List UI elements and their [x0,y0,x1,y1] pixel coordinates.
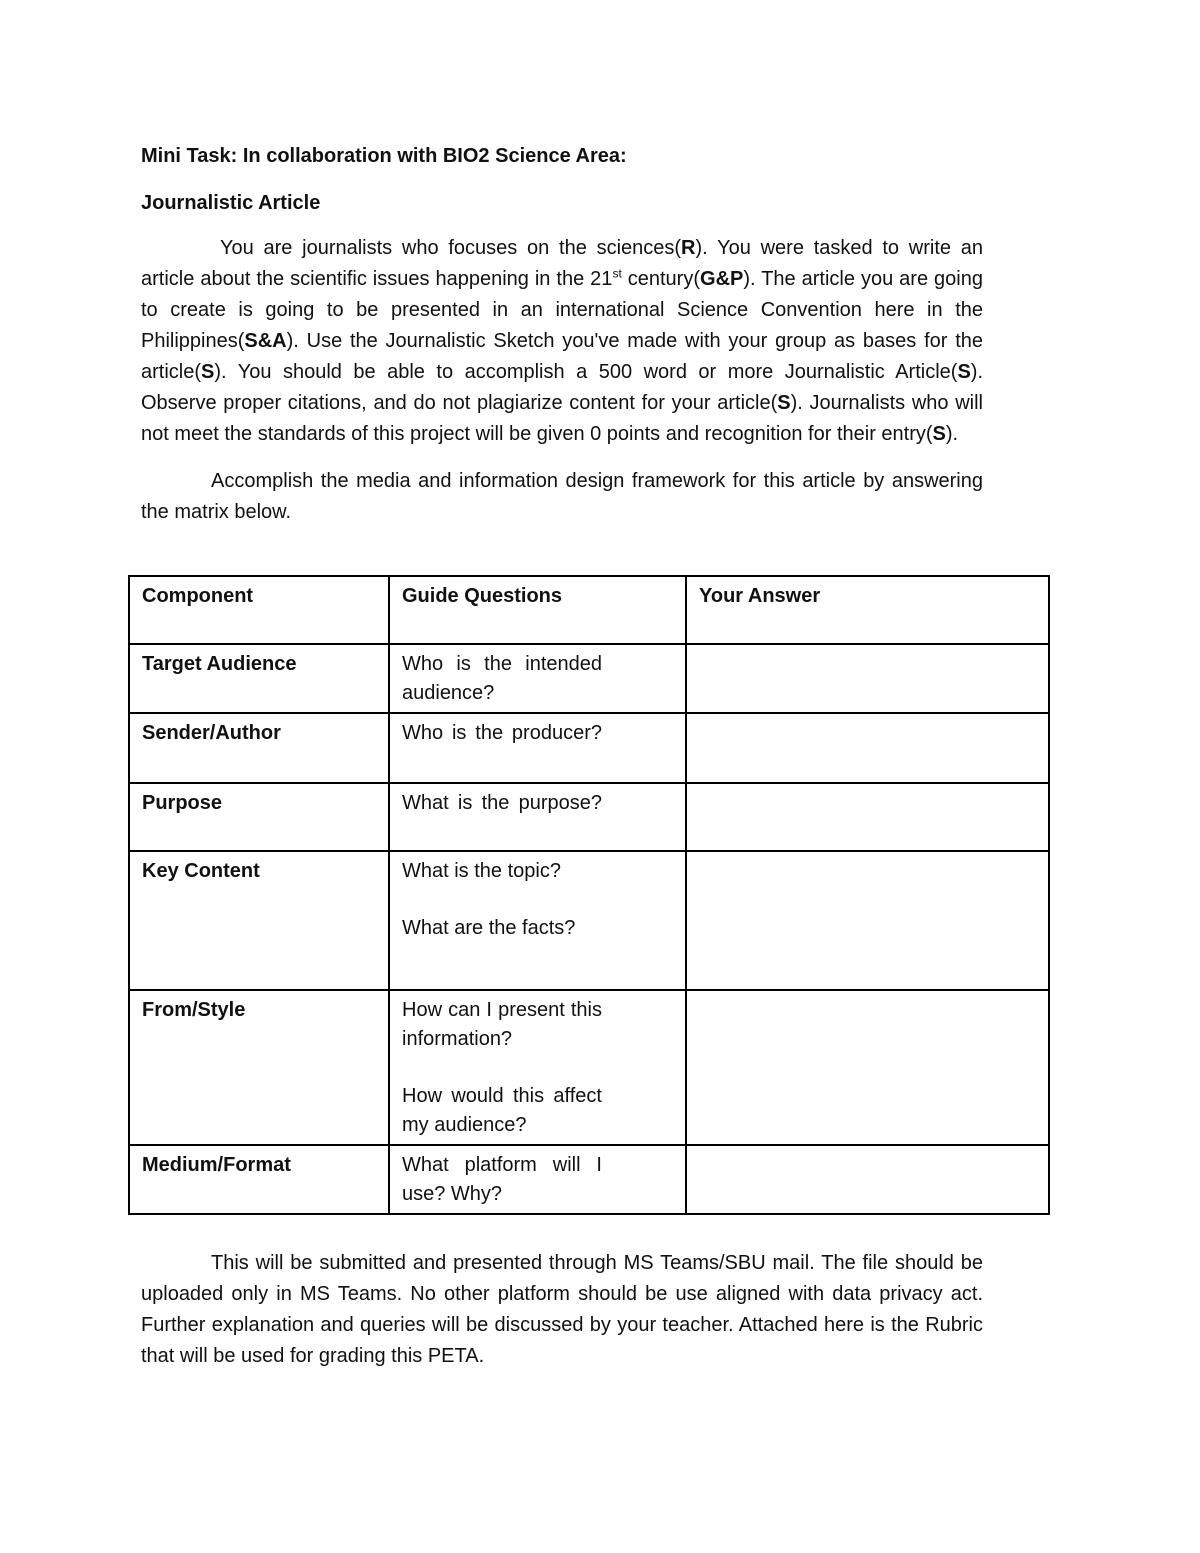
component-cell: Purpose [129,783,389,851]
guide-question-cell [389,1145,686,1214]
guide-question: What is the topic? [402,860,561,882]
answer-cell[interactable] [686,990,1049,1145]
ordinal-suffix: st [612,266,622,281]
answer-cell[interactable] [686,851,1049,990]
component-cell: Target Audience [129,644,389,713]
task-description: You are journalists who focuses on the sciences(R). You were tasked to write an article about the scientific issues happening in the 21st century(G&P). The article you are going to create is going to be presented in an international Science Convention here in the Philippines(S&A). Use the Journalistic Sketch you've made with your group as bases for the article(S). You should be able to accomplish a 500 word or more Journalistic Article(S). Observe proper citations, and do not plagiarize content for your article(S). Journalists who will not meet the standards of this project will be given 0 points and recognition for their entry(S). [141,237,983,445]
guide-question: How can I present this information? [402,999,602,1050]
guide-question: What platform will I use? Why? [402,1154,602,1205]
answer-cell[interactable] [686,713,1049,783]
guide-question: Who is the intended audience? [402,653,602,704]
code-s: S [201,361,215,383]
code-sa: S&A [244,330,287,352]
component-cell: Medium/Format [129,1145,389,1214]
table-row [129,783,1049,851]
table-row [129,1145,1049,1214]
guide-question: How would this affect my audience? [402,1085,602,1136]
table-row [129,990,1049,1145]
closing-paragraph: This will be submitted and presented through MS Teams/SBU mail. The file should be uploaded only in MS Teams. No other platform should be use aligned with data privacy act. Further explanation and queries will be discussed by your teacher. Attached here is the Rubric that will be used for grading this PETA. [141,1252,983,1367]
guide-question: Who is the producer? [402,722,602,744]
article-heading: Journalistic Article [141,192,321,214]
guide-question: What are the facts? [402,917,576,939]
guide-question-cell [389,644,686,713]
table-row [129,713,1049,783]
matrix-instruction: Accomplish the media and information design framework for this article by answering the matrix below. [141,470,983,523]
guide-question-cell [389,851,686,990]
answer-cell[interactable] [686,1145,1049,1214]
code-s: S [777,392,791,414]
component-cell: From/Style [129,990,389,1145]
code-s: S [932,423,946,445]
header-guide-questions: Guide Questions [389,576,686,644]
submission-note [141,1248,983,1372]
page-title: Mini Task: In collaboration with BIO2 Science Area: [141,145,627,167]
table-header-row [129,576,1049,644]
guide-question-cell [389,783,686,851]
header-your-answer: Your Answer [686,576,1049,644]
table-row [129,851,1049,990]
guide-question-cell [389,713,686,783]
header-component: Component [129,576,389,644]
design-framework-matrix [128,575,1050,1215]
code-s: S [957,361,971,383]
guide-question-cell [389,990,686,1145]
component-cell: Key Content [129,851,389,990]
code-gp: G&P [700,268,744,290]
guide-question: What is the purpose? [402,792,602,814]
code-r: R [681,237,696,259]
answer-cell[interactable] [686,644,1049,713]
answer-cell[interactable] [686,783,1049,851]
table-row [129,644,1049,713]
component-cell: Sender/Author [129,713,389,783]
document-body [141,140,983,528]
